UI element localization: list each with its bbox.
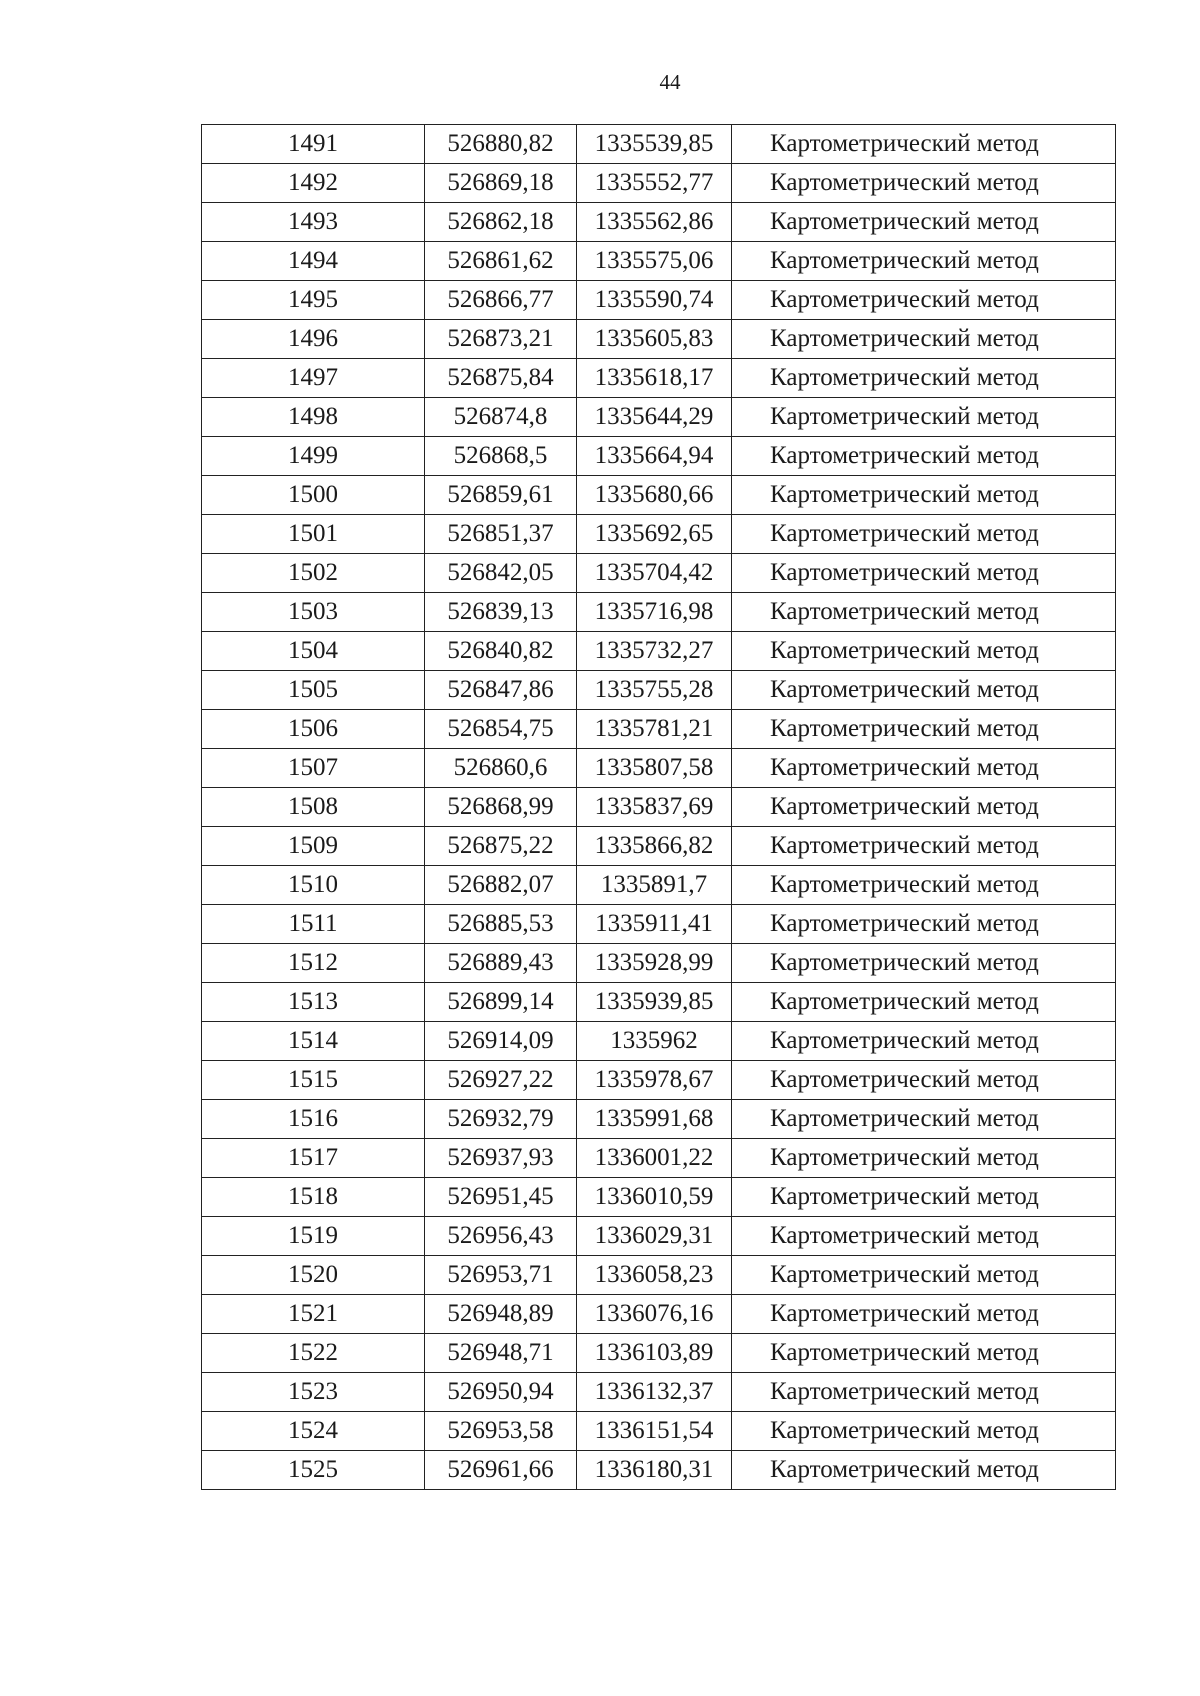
x-coordinate-cell: 526961,66 <box>425 1451 577 1490</box>
point-number-cell: 1518 <box>202 1178 425 1217</box>
y-coordinate-cell: 1335552,77 <box>577 164 732 203</box>
table-row <box>202 476 1116 515</box>
x-coordinate-cell: 526956,43 <box>425 1217 577 1256</box>
table-row <box>202 554 1116 593</box>
y-coordinate-cell: 1336103,89 <box>577 1334 732 1373</box>
method-cell: Картометрический метод <box>732 1061 1116 1100</box>
x-coordinate-cell: 526840,82 <box>425 632 577 671</box>
x-coordinate-cell: 526875,22 <box>425 827 577 866</box>
table-row <box>202 1061 1116 1100</box>
coordinates-table <box>201 124 1116 1490</box>
table-row <box>202 320 1116 359</box>
x-coordinate-cell: 526859,61 <box>425 476 577 515</box>
method-cell: Картометрический метод <box>732 125 1116 164</box>
y-coordinate-cell: 1335575,06 <box>577 242 732 281</box>
x-coordinate-cell: 526951,45 <box>425 1178 577 1217</box>
point-number-cell: 1507 <box>202 749 425 788</box>
x-coordinate-cell: 526875,84 <box>425 359 577 398</box>
x-coordinate-cell: 526842,05 <box>425 554 577 593</box>
x-coordinate-cell: 526869,18 <box>425 164 577 203</box>
table-row <box>202 437 1116 476</box>
y-coordinate-cell: 1335928,99 <box>577 944 732 983</box>
x-coordinate-cell: 526860,6 <box>425 749 577 788</box>
x-coordinate-cell: 526868,99 <box>425 788 577 827</box>
table-row <box>202 1451 1116 1490</box>
table-row <box>202 632 1116 671</box>
y-coordinate-cell: 1335605,83 <box>577 320 732 359</box>
table-row <box>202 164 1116 203</box>
y-coordinate-cell: 1336132,37 <box>577 1373 732 1412</box>
table-row <box>202 1100 1116 1139</box>
table-row <box>202 671 1116 710</box>
table-row <box>202 788 1116 827</box>
method-cell: Картометрический метод <box>732 632 1116 671</box>
method-cell: Картометрический метод <box>732 1412 1116 1451</box>
point-number-cell: 1525 <box>202 1451 425 1490</box>
point-number-cell: 1517 <box>202 1139 425 1178</box>
x-coordinate-cell: 526953,58 <box>425 1412 577 1451</box>
point-number-cell: 1503 <box>202 593 425 632</box>
y-coordinate-cell: 1336076,16 <box>577 1295 732 1334</box>
x-coordinate-cell: 526953,71 <box>425 1256 577 1295</box>
method-cell: Картометрический метод <box>732 1451 1116 1490</box>
table-row <box>202 944 1116 983</box>
y-coordinate-cell: 1335781,21 <box>577 710 732 749</box>
point-number-cell: 1516 <box>202 1100 425 1139</box>
point-number-cell: 1497 <box>202 359 425 398</box>
table-row <box>202 203 1116 242</box>
y-coordinate-cell: 1335837,69 <box>577 788 732 827</box>
x-coordinate-cell: 526937,93 <box>425 1139 577 1178</box>
y-coordinate-cell: 1336010,59 <box>577 1178 732 1217</box>
point-number-cell: 1508 <box>202 788 425 827</box>
table-row <box>202 905 1116 944</box>
method-cell: Картометрический метод <box>732 593 1116 632</box>
point-number-cell: 1523 <box>202 1373 425 1412</box>
table-row <box>202 515 1116 554</box>
y-coordinate-cell: 1336001,22 <box>577 1139 732 1178</box>
table-row <box>202 827 1116 866</box>
point-number-cell: 1506 <box>202 710 425 749</box>
y-coordinate-cell: 1335755,28 <box>577 671 732 710</box>
x-coordinate-cell: 526854,75 <box>425 710 577 749</box>
y-coordinate-cell: 1335664,94 <box>577 437 732 476</box>
table-row <box>202 866 1116 905</box>
y-coordinate-cell: 1336180,31 <box>577 1451 732 1490</box>
x-coordinate-cell: 526839,13 <box>425 593 577 632</box>
point-number-cell: 1500 <box>202 476 425 515</box>
table-row <box>202 710 1116 749</box>
table-row <box>202 1217 1116 1256</box>
x-coordinate-cell: 526932,79 <box>425 1100 577 1139</box>
x-coordinate-cell: 526862,18 <box>425 203 577 242</box>
y-coordinate-cell: 1335539,85 <box>577 125 732 164</box>
y-coordinate-cell: 1335891,7 <box>577 866 732 905</box>
point-number-cell: 1504 <box>202 632 425 671</box>
x-coordinate-cell: 526866,77 <box>425 281 577 320</box>
x-coordinate-cell: 526899,14 <box>425 983 577 1022</box>
point-number-cell: 1510 <box>202 866 425 905</box>
x-coordinate-cell: 526880,82 <box>425 125 577 164</box>
method-cell: Картометрический метод <box>732 788 1116 827</box>
method-cell: Картометрический метод <box>732 1334 1116 1373</box>
point-number-cell: 1513 <box>202 983 425 1022</box>
point-number-cell: 1493 <box>202 203 425 242</box>
method-cell: Картометрический метод <box>732 905 1116 944</box>
y-coordinate-cell: 1336058,23 <box>577 1256 732 1295</box>
x-coordinate-cell: 526874,8 <box>425 398 577 437</box>
method-cell: Картометрический метод <box>732 203 1116 242</box>
method-cell: Картометрический метод <box>732 242 1116 281</box>
method-cell: Картометрический метод <box>732 320 1116 359</box>
point-number-cell: 1494 <box>202 242 425 281</box>
x-coordinate-cell: 526950,94 <box>425 1373 577 1412</box>
table-row <box>202 359 1116 398</box>
method-cell: Картометрический метод <box>732 554 1116 593</box>
y-coordinate-cell: 1335978,67 <box>577 1061 732 1100</box>
point-number-cell: 1522 <box>202 1334 425 1373</box>
y-coordinate-cell: 1336029,31 <box>577 1217 732 1256</box>
table-row <box>202 1256 1116 1295</box>
table-row <box>202 125 1116 164</box>
point-number-cell: 1509 <box>202 827 425 866</box>
method-cell: Картометрический метод <box>732 164 1116 203</box>
y-coordinate-cell: 1335680,66 <box>577 476 732 515</box>
x-coordinate-cell: 526948,71 <box>425 1334 577 1373</box>
point-number-cell: 1496 <box>202 320 425 359</box>
x-coordinate-cell: 526885,53 <box>425 905 577 944</box>
y-coordinate-cell: 1335692,65 <box>577 515 732 554</box>
point-number-cell: 1521 <box>202 1295 425 1334</box>
point-number-cell: 1499 <box>202 437 425 476</box>
table-row <box>202 281 1116 320</box>
table-row <box>202 1178 1116 1217</box>
table-row <box>202 398 1116 437</box>
x-coordinate-cell: 526914,09 <box>425 1022 577 1061</box>
point-number-cell: 1511 <box>202 905 425 944</box>
method-cell: Картометрический метод <box>732 1295 1116 1334</box>
y-coordinate-cell: 1335962 <box>577 1022 732 1061</box>
point-number-cell: 1514 <box>202 1022 425 1061</box>
method-cell: Картометрический метод <box>732 1100 1116 1139</box>
method-cell: Картометрический метод <box>732 944 1116 983</box>
method-cell: Картометрический метод <box>732 515 1116 554</box>
y-coordinate-cell: 1335807,58 <box>577 749 732 788</box>
point-number-cell: 1520 <box>202 1256 425 1295</box>
method-cell: Картометрический метод <box>732 983 1116 1022</box>
table-row <box>202 1139 1116 1178</box>
table-row <box>202 1412 1116 1451</box>
x-coordinate-cell: 526882,07 <box>425 866 577 905</box>
point-number-cell: 1515 <box>202 1061 425 1100</box>
method-cell: Картометрический метод <box>732 476 1116 515</box>
y-coordinate-cell: 1335590,74 <box>577 281 732 320</box>
y-coordinate-cell: 1335911,41 <box>577 905 732 944</box>
y-coordinate-cell: 1335991,68 <box>577 1100 732 1139</box>
method-cell: Картометрический метод <box>732 437 1116 476</box>
method-cell: Картометрический метод <box>732 1373 1116 1412</box>
y-coordinate-cell: 1335716,98 <box>577 593 732 632</box>
table-row <box>202 593 1116 632</box>
method-cell: Картометрический метод <box>732 827 1116 866</box>
method-cell: Картометрический метод <box>732 710 1116 749</box>
method-cell: Картометрический метод <box>732 1178 1116 1217</box>
method-cell: Картометрический метод <box>732 398 1116 437</box>
y-coordinate-cell: 1335562,86 <box>577 203 732 242</box>
method-cell: Картометрический метод <box>732 1256 1116 1295</box>
x-coordinate-cell: 526927,22 <box>425 1061 577 1100</box>
point-number-cell: 1519 <box>202 1217 425 1256</box>
method-cell: Картометрический метод <box>732 359 1116 398</box>
y-coordinate-cell: 1335866,82 <box>577 827 732 866</box>
y-coordinate-cell: 1335618,17 <box>577 359 732 398</box>
page-number: 44 <box>659 70 681 94</box>
method-cell: Картометрический метод <box>732 1139 1116 1178</box>
point-number-cell: 1491 <box>202 125 425 164</box>
y-coordinate-cell: 1335644,29 <box>577 398 732 437</box>
x-coordinate-cell: 526868,5 <box>425 437 577 476</box>
x-coordinate-cell: 526889,43 <box>425 944 577 983</box>
table-row <box>202 983 1116 1022</box>
method-cell: Картометрический метод <box>732 1217 1116 1256</box>
point-number-cell: 1505 <box>202 671 425 710</box>
method-cell: Картометрический метод <box>732 281 1116 320</box>
y-coordinate-cell: 1336151,54 <box>577 1412 732 1451</box>
point-number-cell: 1498 <box>202 398 425 437</box>
point-number-cell: 1512 <box>202 944 425 983</box>
coordinates-table-body <box>202 125 1116 1490</box>
x-coordinate-cell: 526851,37 <box>425 515 577 554</box>
y-coordinate-cell: 1335704,42 <box>577 554 732 593</box>
method-cell: Картометрический метод <box>732 671 1116 710</box>
point-number-cell: 1492 <box>202 164 425 203</box>
table-row <box>202 1334 1116 1373</box>
point-number-cell: 1495 <box>202 281 425 320</box>
point-number-cell: 1501 <box>202 515 425 554</box>
point-number-cell: 1502 <box>202 554 425 593</box>
table-row <box>202 749 1116 788</box>
y-coordinate-cell: 1335732,27 <box>577 632 732 671</box>
table-row <box>202 1295 1116 1334</box>
method-cell: Картометрический метод <box>732 866 1116 905</box>
point-number-cell: 1524 <box>202 1412 425 1451</box>
table-row <box>202 1373 1116 1412</box>
x-coordinate-cell: 526847,86 <box>425 671 577 710</box>
x-coordinate-cell: 526873,21 <box>425 320 577 359</box>
table-row <box>202 242 1116 281</box>
y-coordinate-cell: 1335939,85 <box>577 983 732 1022</box>
method-cell: Картометрический метод <box>732 749 1116 788</box>
x-coordinate-cell: 526861,62 <box>425 242 577 281</box>
method-cell: Картометрический метод <box>732 1022 1116 1061</box>
table-row <box>202 1022 1116 1061</box>
x-coordinate-cell: 526948,89 <box>425 1295 577 1334</box>
